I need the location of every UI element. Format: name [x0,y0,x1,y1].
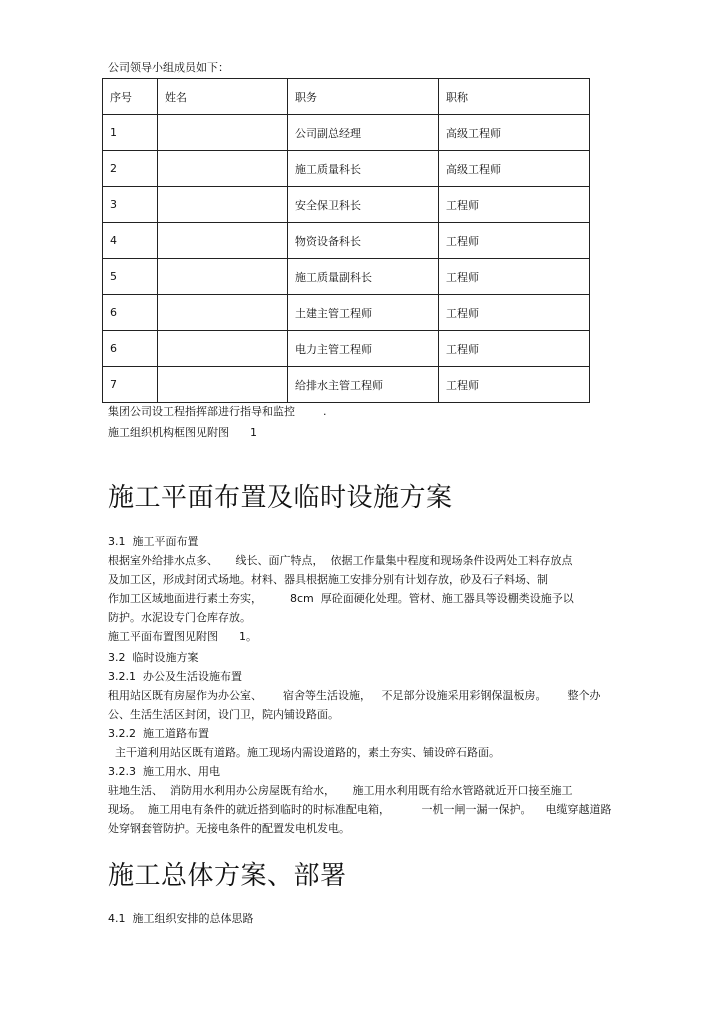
table-cell: 高级工程师 [439,151,590,187]
table-cell: 1 [103,115,158,151]
paragraph-line: 主干道利用站区既有道路。施工现场内需设道路的，素土夯实、铺设碎石路面。 [108,746,500,759]
table-row [103,367,590,403]
table-cell: 给排水主管工程师 [288,367,439,403]
paragraph-line: 处穿钢套管防护。无接电条件的配置发电机发电。 [108,822,350,835]
table-row [103,295,590,331]
paragraph-line: 防护。水泥设专门仓库存放。 [108,611,251,624]
subsection-3-1-title: 3.1 施工平面布置 [108,535,199,548]
table-cell: 6 [103,295,158,331]
table-cell [158,295,288,331]
table-cell: 土建主管工程师 [288,295,439,331]
table-cell: 5 [103,259,158,295]
table-cell [158,367,288,403]
subsection-3-2-2-title: 3.2.2 施工道路布置 [108,727,209,740]
table-header-row [103,79,590,115]
subsection-3-2-title: 3.2 临时设施方案 [108,651,199,664]
table-cell: 物资设备科长 [288,223,439,259]
table-cell: 高级工程师 [439,115,590,151]
table-cell: 工程师 [439,259,590,295]
paragraph-line: 根据室外给排水点多、 线长、面广特点， 依据工作量集中程度和现场条件设两处工料存放点 [108,554,573,567]
header-cell: 职称 [439,79,590,115]
table-row [103,331,590,367]
paragraph-line: 驻地生活、 消防用水利用办公房屋既有给水， 施工用水利用既有给水管路就近开口接至施工 [108,784,573,797]
table-cell: 工程师 [439,295,590,331]
subsection-3-2-3-title: 3.2.3 施工用水、用电 [108,765,220,778]
table-cell: 施工质量科长 [288,151,439,187]
table-cell: 6 [103,331,158,367]
table-cell [158,151,288,187]
paragraph-line: 作加工区域地面进行素土夯实， 8cm 厚砼面硬化处理。管材、施工器具等设棚类设施予以 [108,592,574,605]
leadership-table [102,78,590,403]
table-cell: 电力主管工程师 [288,331,439,367]
table-cell: 7 [103,367,158,403]
table-row [103,115,590,151]
table-cell: 4 [103,223,158,259]
table-cell: 3 [103,187,158,223]
table-cell: 工程师 [439,187,590,223]
header-cell: 序号 [103,79,158,115]
table-cell [158,115,288,151]
section4-heading: 施工总体方案、部署 [108,861,347,891]
subsection-4-1-title: 4.1 施工组织安排的总体思路 [108,912,254,925]
subsection-3-2-1-title: 3.2.1 办公及生活设施布置 [108,670,242,683]
table-cell: 2 [103,151,158,187]
paragraph-line: 租用站区既有房屋作为办公室、 宿舍等生活设施， 不足部分设施采用彩钢保温板房。 整个办 [108,689,601,702]
table-row [103,259,590,295]
table-cell: 安全保卫科长 [288,187,439,223]
table-cell [158,259,288,295]
table-cell [158,187,288,223]
table-cell [158,331,288,367]
table-cell: 工程师 [439,331,590,367]
table-cell: 施工质量副科长 [288,259,439,295]
paragraph-line: 公、生活生活区封闭，设门卫，院内铺设路面。 [108,708,339,721]
table-cell: 工程师 [439,223,590,259]
paragraph-line: 及加工区，形成封闭式场地。材料、器具根据施工安排分别有计划存放，砂及石子料场、制 [108,573,548,586]
table-row [103,151,590,187]
header-cell: 姓名 [158,79,288,115]
table-row [103,223,590,259]
section3-heading: 施工平面布置及临时设施方案 [108,483,453,513]
table-cell [158,223,288,259]
paragraph-line: 施工平面布置图见附图 1。 [108,630,257,643]
supervision-note: 集团公司设工程指挥部进行指导和监控 . [108,405,327,418]
table-cell: 公司副总经理 [288,115,439,151]
header-cell: 职务 [288,79,439,115]
leadership-intro: 公司领导小组成员如下： [108,61,229,74]
table-row [103,187,590,223]
org-chart-note: 施工组织机构框图见附图 1 [108,426,257,439]
paragraph-line: 现场。 施工用电有条件的就近搭到临时的时标准配电箱， 一机一闸一漏一保护。 电缆穿越道路 [108,803,612,816]
table-cell: 工程师 [439,367,590,403]
